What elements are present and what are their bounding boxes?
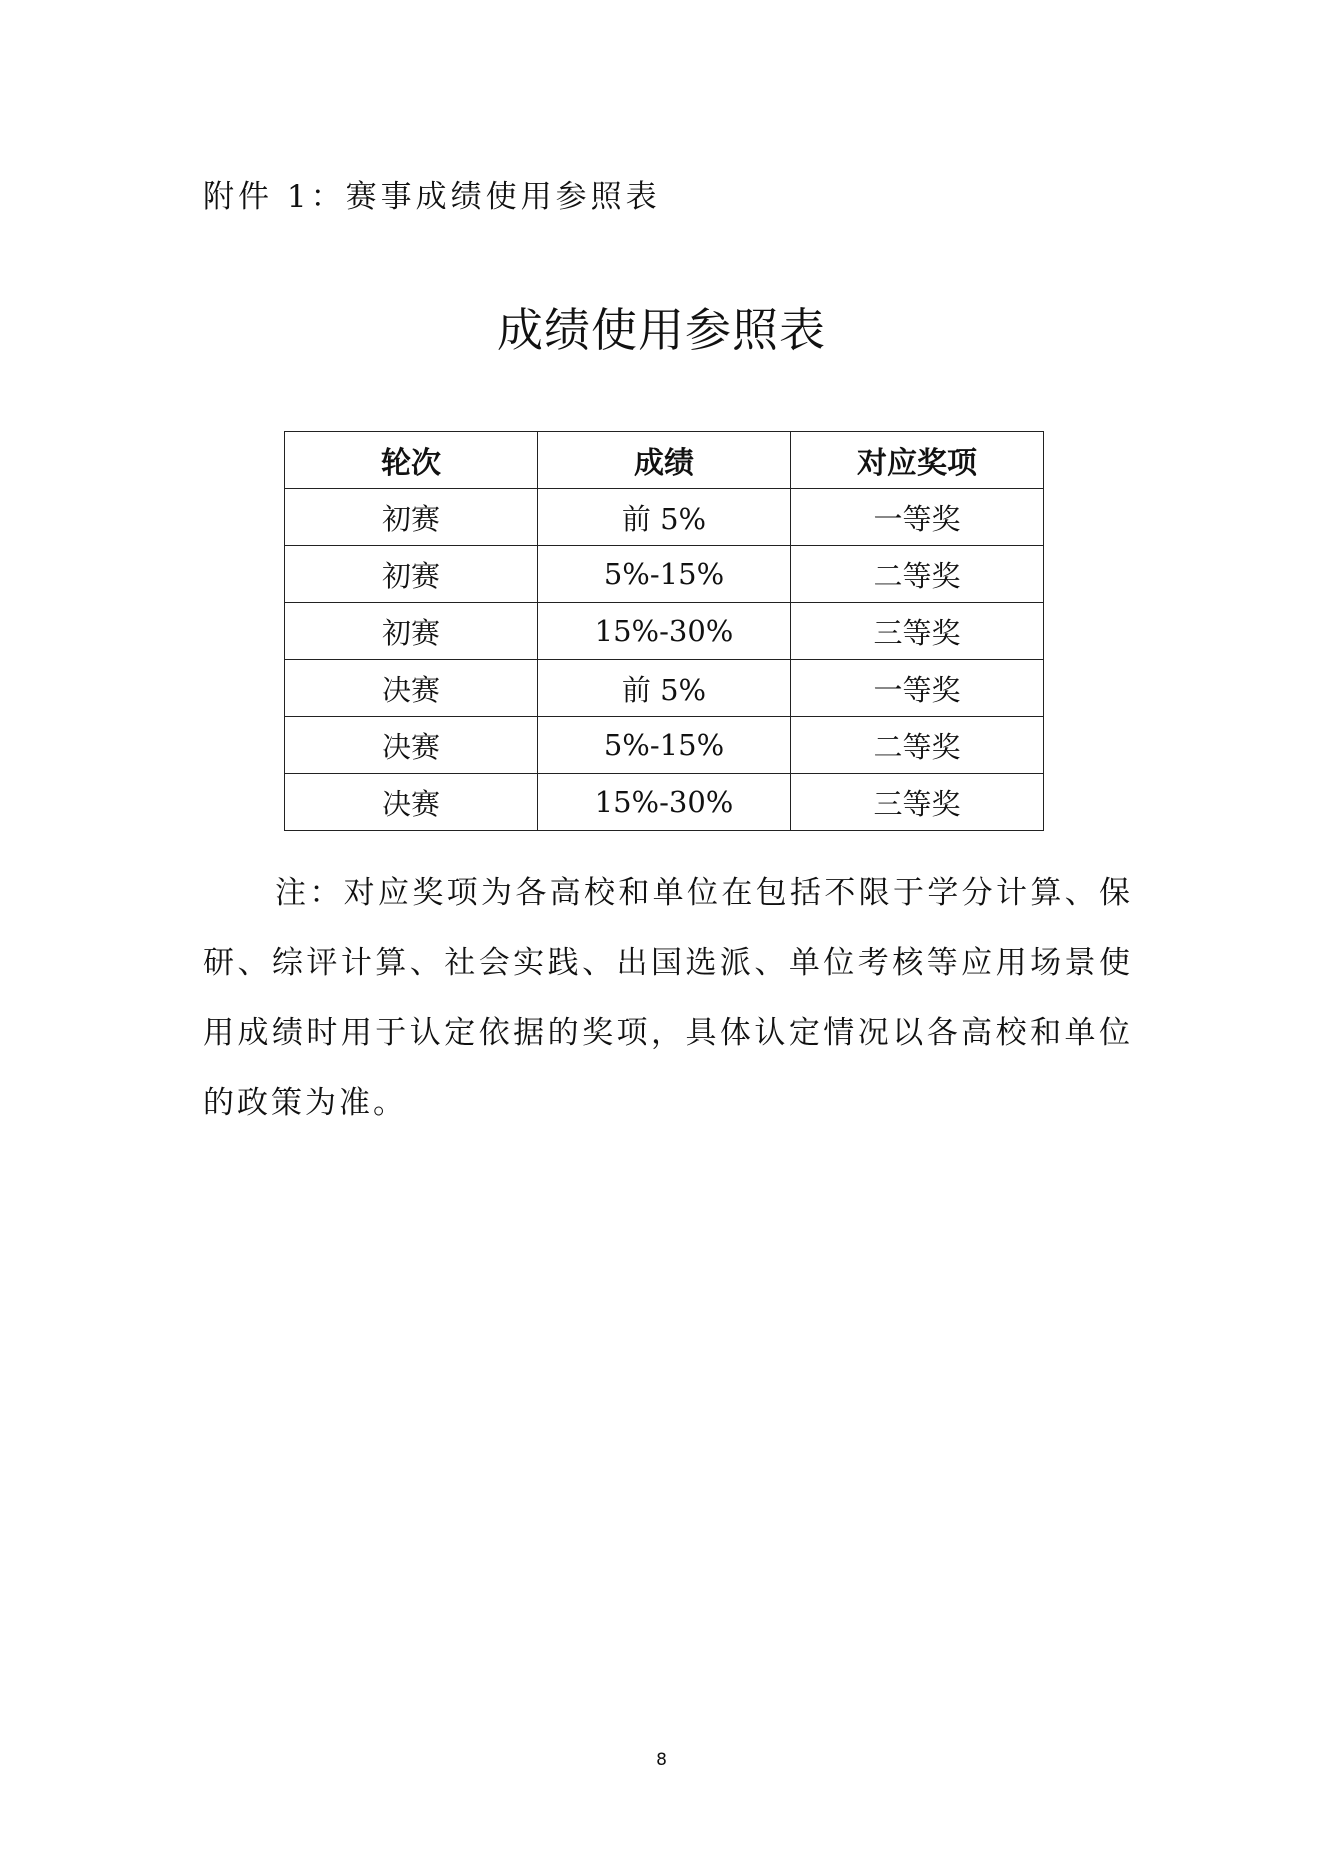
cell-score: 15%-30% — [538, 603, 791, 660]
header-award: 对应奖项 — [791, 432, 1044, 489]
table-row — [285, 489, 1044, 546]
score-reference-table — [284, 431, 1044, 831]
cell-round: 初赛 — [285, 489, 538, 546]
cell-round: 决赛 — [285, 717, 538, 774]
page-number: 8 — [656, 1750, 667, 1770]
cell-round: 决赛 — [285, 660, 538, 717]
cell-score: 前 5% — [538, 489, 791, 546]
table-row — [285, 660, 1044, 717]
note-paragraph: 注：对应奖项为各高校和单位在包括不限于学分计算、保研、综评计算、社会实践、出国选派、单位考核等应用场景使用成绩时用于认定依据的奖项，具体认定情况以各高校和单位的政策为准。 — [203, 875, 1133, 1121]
attachment-label: 附件 1：赛事成绩使用参照表 — [203, 179, 661, 215]
table-row — [285, 603, 1044, 660]
table-header-row — [285, 432, 1044, 489]
header-round: 轮次 — [285, 432, 538, 489]
cell-round: 初赛 — [285, 546, 538, 603]
cell-award: 三等奖 — [791, 774, 1044, 831]
cell-score: 5%-15% — [538, 717, 791, 774]
cell-score: 15%-30% — [538, 774, 791, 831]
document-title: 成绩使用参照表 — [497, 303, 826, 357]
cell-award: 二等奖 — [791, 717, 1044, 774]
cell-round: 决赛 — [285, 774, 538, 831]
cell-round: 初赛 — [285, 603, 538, 660]
cell-award: 三等奖 — [791, 603, 1044, 660]
cell-award: 二等奖 — [791, 546, 1044, 603]
cell-score: 5%-15% — [538, 546, 791, 603]
cell-award: 一等奖 — [791, 660, 1044, 717]
table-row — [285, 546, 1044, 603]
cell-award: 一等奖 — [791, 489, 1044, 546]
header-score: 成绩 — [538, 432, 791, 489]
table-row — [285, 774, 1044, 831]
table-row — [285, 717, 1044, 774]
cell-score: 前 5% — [538, 660, 791, 717]
